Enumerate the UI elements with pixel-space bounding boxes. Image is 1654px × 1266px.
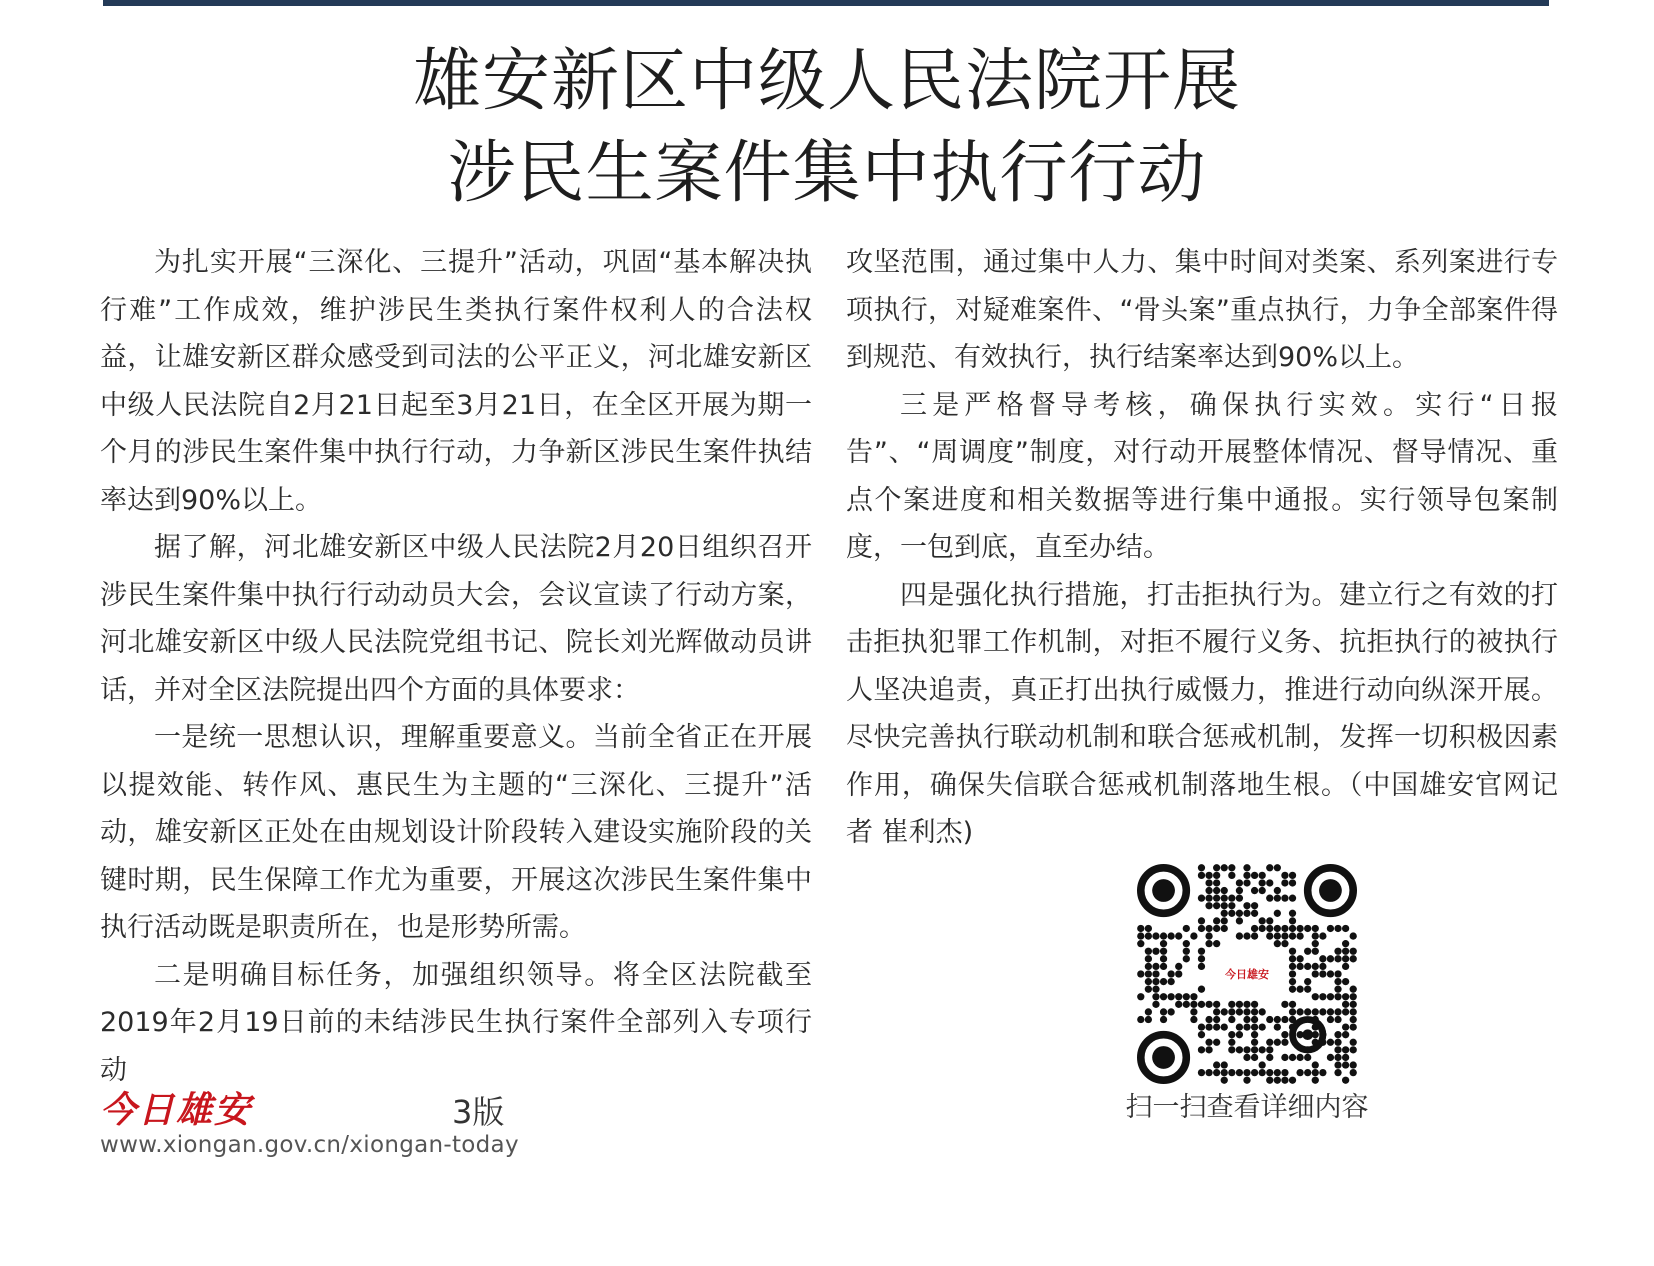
article-paragraph-requirement-4: 四是强化执行措施，打击拒执行为。建立行之有效的打击拒执犯罪工作机制，对拒不履行义务、抗拒执行的被执行人坚决追责，真正打出执行威慑力，推进行动向纵深开展。尽快完善执行联动机制和联合惩戒机制，发挥一切积极因素作用，确保失信联合惩戒机制落地生根。（中国雄安官网记者 崔利杰)	[846, 579, 1558, 848]
article-paragraph-requirement-2: 二是明确目标任务，加强组织领导。将全区法院截至2019年2月19日前的未结涉民生执行案件全部列入专项行动	[100, 959, 812, 1086]
article-paragraph-continuation: 攻坚范围，通过集中人力、集中时间对类案、系列案进行专项执行，对疑难案件、“骨头案”重点执行，力争全部案件得到规范、有效执行，执行结案率达到90%以上。	[846, 247, 1558, 373]
article-paragraph-requirement-3: 三是严格督导考核，确保执行实效。实行“日报告”、“周调度”制度，对行动开展整体情况、督导情况、重点个案进度和相关数据等进行集中通报。实行领导包案制度，一包到底，直至办结。	[846, 389, 1558, 563]
top-divider-bar	[103, 0, 1549, 6]
headline	[0, 36, 1654, 220]
edition-label: 3版	[452, 1093, 505, 1131]
logo-jinri-xiongan: 今日雄安	[100, 1089, 253, 1131]
site-url[interactable]: www.xiongan.gov.cn/xiongan-today	[100, 1132, 519, 1158]
qr-code-icon	[1137, 864, 1357, 1084]
article-paragraph-meeting: 据了解，河北雄安新区中级人民法院2月20日组织召开涉民生案件集中执行行动动员大会，会议宣读了行动方案，河北雄安新区中级人民法院党组书记、院长刘光辉做动员讲话，并对全区法院提出四个方面的具体要求：	[100, 532, 812, 706]
article-column-left	[100, 239, 812, 1094]
qr-code[interactable]	[1137, 864, 1357, 1084]
headline-line-1: 雄安新区中级人民法院开展	[412, 42, 1241, 121]
article-paragraph-intro: 为扎实开展“三深化、三提升”活动，巩固“基本解决执行难”工作成效，维护涉民生类执行案件权利人的合法权益，让雄安新区群众感受到司法的公平正义，河北雄安新区中级人民法院自2月21日起至3月21日，在全区开展为期一个月的涉民生案件集中执行行动，力争新区涉民生案件执结率达到90%以上。	[100, 247, 812, 516]
qr-caption: 扫一扫查看详细内容	[1125, 1092, 1369, 1123]
headline-line-2: 涉民生案件集中执行行动	[447, 134, 1207, 213]
qr-center-label: 今日雄安	[1225, 968, 1269, 981]
article-column-right	[846, 239, 1558, 857]
article-paragraph-requirement-1: 一是统一思想认识，理解重要意义。当前全省正在开展以提效能、转作风、惠民生为主题的“三深化、三提升”活动，雄安新区正处在由规划设计阶段转入建设实施阶段的关键时期，民生保障工作尤为重要，开展这次涉民生案件集中执行活动既是职责所在，也是形势所需。	[100, 722, 812, 943]
